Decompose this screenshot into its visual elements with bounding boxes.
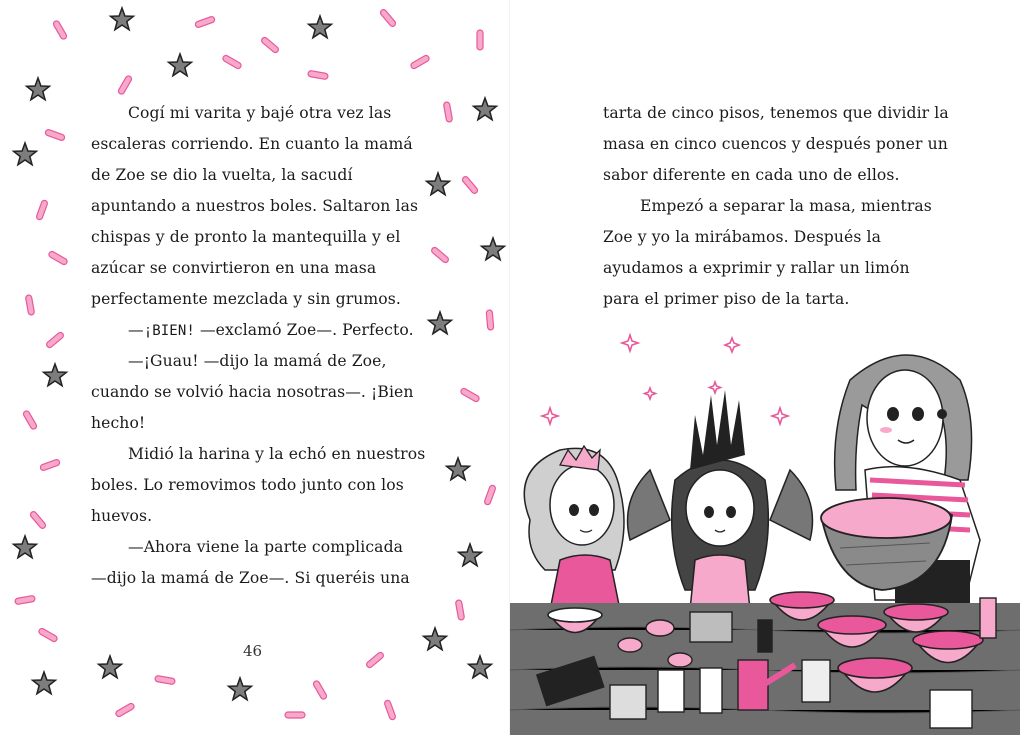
star-icon (229, 678, 252, 700)
text-line: Midió la harina y la echó en nuestros (128, 445, 426, 463)
star-icon (474, 98, 497, 120)
sprinkle-icon (460, 387, 480, 402)
text-line: tarta de cinco pisos, tenemos que dividir la (603, 104, 949, 122)
dialogue-line (128, 321, 414, 339)
text-line: huevos. (91, 507, 153, 525)
text-line: hecho! (91, 414, 146, 432)
sprinkle-icon (36, 200, 48, 221)
sprinkle-icon (22, 410, 37, 430)
sprinkle-icon (410, 54, 430, 69)
star-icon (111, 8, 134, 30)
sprinkle-icon (38, 627, 58, 642)
page-number: 46 (243, 642, 263, 660)
star-icon (424, 628, 447, 650)
sprinkle-icon (45, 129, 66, 141)
text-line: Empezó a separar la masa, mientras (640, 197, 932, 215)
sprinkle-icon (29, 510, 46, 529)
dash: — (128, 321, 144, 339)
text-line: —¡Guau! —dijo la mamá de Zoe, (128, 352, 387, 370)
star-icon (14, 143, 37, 165)
fairy-girl-figure (524, 446, 624, 610)
star-icon (169, 54, 192, 76)
star-icon (482, 238, 505, 260)
text-line: sabor diferente en cada uno de ellos. (603, 166, 900, 184)
sprinkle-icon (443, 102, 452, 123)
sprinkle-icon (430, 246, 449, 263)
sprinkle-icon (384, 700, 396, 721)
sprinkle-icon (312, 680, 327, 700)
sprinkle-icon (455, 600, 464, 621)
text-line: ayudamos a exprimir y rallar un limón (603, 259, 910, 277)
sprinkle-icon (155, 675, 176, 684)
right-page (510, 0, 1020, 735)
text-line: de Zoe se dio la vuelta, la sacudí (91, 166, 353, 184)
text-fragment: —exclamó Zoe—. Perfecto. (199, 321, 414, 339)
text-line: apuntando a nuestros boles. Saltaron las (91, 197, 419, 215)
text-line: escaleras corriendo. En cuanto la mamá (91, 135, 413, 153)
star-icon (44, 364, 67, 386)
star-icon (427, 173, 450, 195)
star-icon (27, 78, 50, 100)
sprinkle-icon (48, 250, 68, 265)
text-line: cuando se volvió hacia nosotras—. ¡Bien (91, 383, 414, 401)
text-line: Cogí mi varita y bajé otra vez las (128, 104, 392, 122)
vampire-girl-figure (628, 390, 813, 610)
text-line: para el primer piso de la tarta. (603, 290, 850, 308)
star-icon (459, 544, 482, 566)
star-icon (447, 458, 470, 480)
sprinkle-icon (15, 595, 36, 604)
sprinkle-icon (477, 30, 483, 50)
sprinkle-icon (52, 20, 67, 40)
text-line: —Ahora viene la parte complicada (128, 538, 404, 556)
star-icon (14, 536, 37, 558)
text-line: perfectamente mezclada y sin grumos. (91, 290, 401, 308)
sprinkle-icon (379, 8, 396, 27)
sprinkle-icon (461, 175, 478, 194)
shout-word: ¡BIEN! (143, 323, 195, 339)
star-icon (309, 16, 332, 38)
sprinkle-icon (117, 75, 132, 95)
star-icon (99, 656, 122, 678)
sprinkle-icon (115, 702, 135, 717)
star-icon (429, 312, 452, 334)
text-line: azúcar se convirtieron en una masa (91, 259, 377, 277)
sprinkle-icon (308, 70, 329, 79)
sprinkle-icon (285, 712, 305, 718)
star-icon (469, 656, 492, 678)
sprinkle-icon (486, 310, 494, 330)
baking-illustration (510, 0, 1020, 735)
sprinkle-icon (260, 36, 279, 53)
sprinkle-icon (25, 295, 34, 316)
sprinkle-icon (365, 651, 384, 668)
sprinkle-icon (45, 331, 64, 348)
text-line: chispas y de pronto la mantequilla y el (91, 228, 401, 246)
sprinkle-icon (484, 485, 496, 506)
text-line: boles. Lo removimos todo junto con los (91, 476, 404, 494)
text-line: masa en cinco cuencos y después poner un (603, 135, 948, 153)
star-icon (33, 672, 56, 694)
sprinkle-icon (40, 459, 61, 471)
text-line: —dijo la mamá de Zoe—. Si queréis una (91, 569, 410, 587)
sprinkle-icon (222, 54, 242, 69)
text-line: Zoe y yo la mirábamos. Después la (603, 228, 881, 246)
sprinkle-icon (195, 16, 216, 28)
